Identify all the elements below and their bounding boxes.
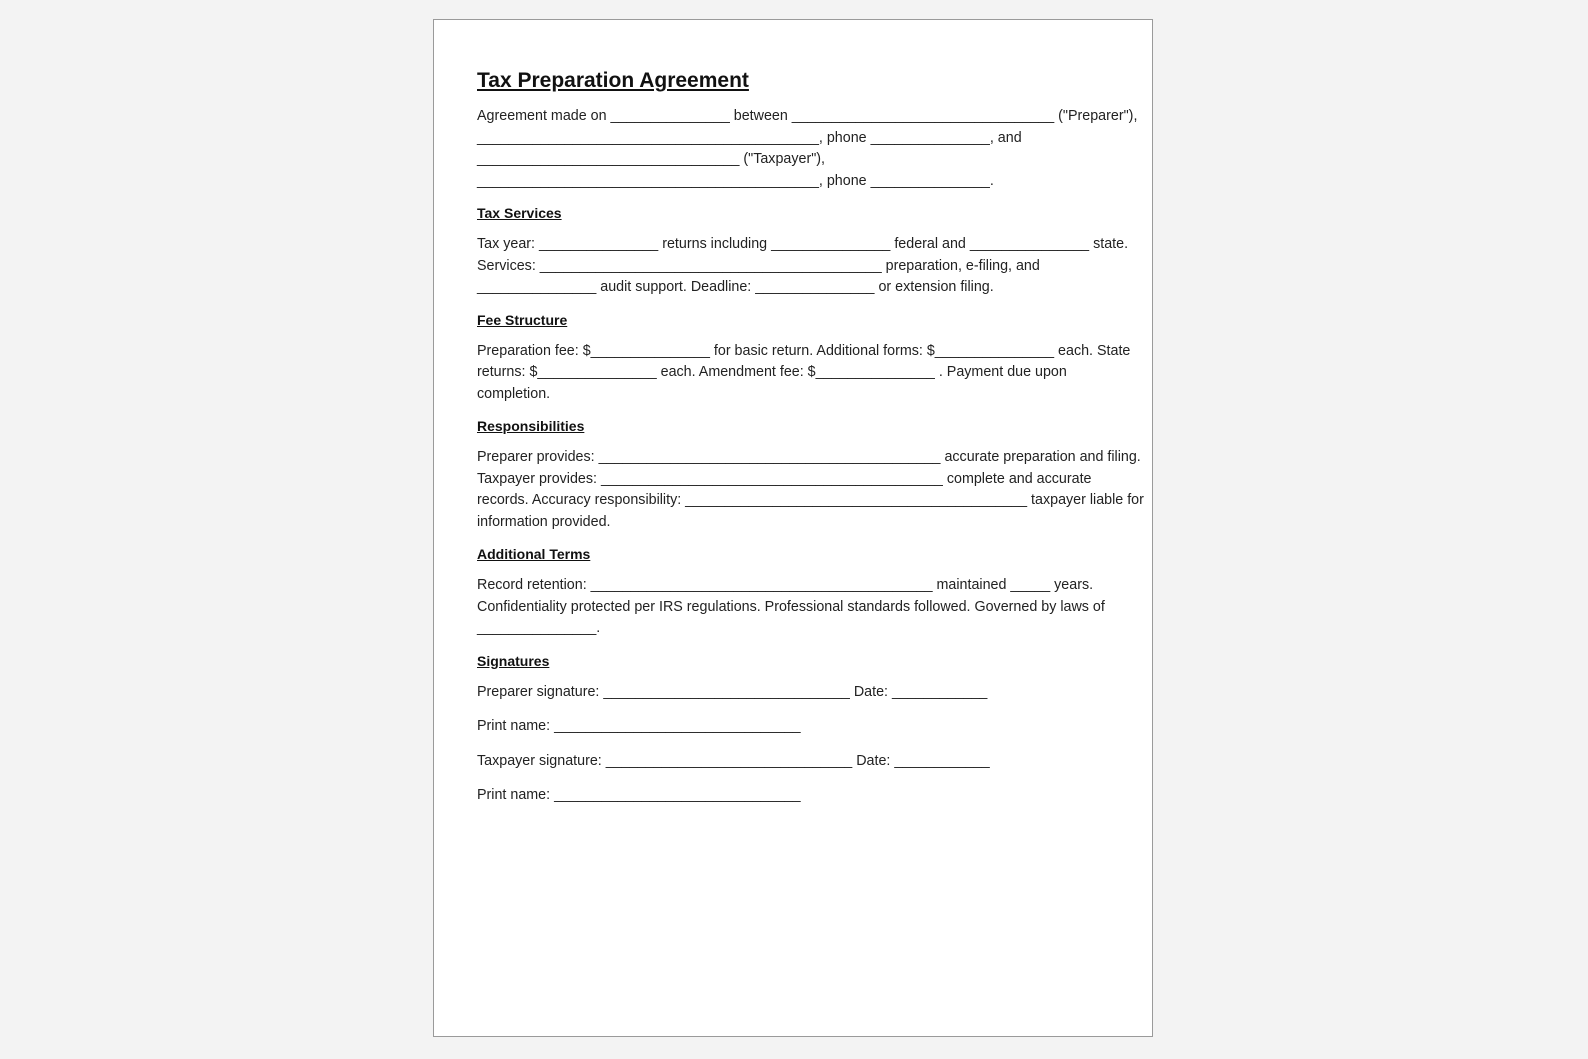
additional-terms-paragraph [477,575,1122,640]
taxpayer-signature-line: Taxpayer signature: _______________________________ Date: ____________ [477,752,990,769]
intro-line: _________________________________ ("Taxpayer"), [477,151,826,167]
paragraph-line: information provided. [477,513,611,530]
preparer-signature-line: Preparer signature: _______________________________ Date: ____________ [477,683,988,700]
paragraph-line: Preparer provides: ___________________________________________ accurate preparation and filing. [477,449,1141,465]
section-heading-tax-services: Tax Services [477,205,562,221]
paragraph-line: Services: ___________________________________________ preparation, e-filing, and [477,257,1040,274]
paragraph-line: Preparation fee: $_______________ for basic return. Additional forms: $_______________ each. State [477,342,1131,359]
intro-line: ___________________________________________, phone _______________. [477,172,994,189]
document-body [477,66,1144,820]
intro-paragraph [477,106,1138,192]
paragraph-line: returns: $_______________ each. Amendment fee: $_______________ . Payment due upon [477,364,1067,380]
responsibilities-paragraph [477,447,1144,533]
paragraph-line: Record retention: ___________________________________________ maintained _____ years. [477,577,1094,593]
paragraph-line: completion. [477,385,551,402]
intro-line: ___________________________________________, phone _______________, and [477,129,1022,146]
paragraph-line: records. Accuracy responsibility: ___________________________________________ taxpayer liable for [477,492,1144,508]
tax-services-paragraph [477,234,1129,299]
intro-line: Agreement made on _______________ between _________________________________ ("Preparer"), [477,108,1138,124]
preparer-print-name-line: Print name: _______________________________ [477,718,801,734]
section-heading-additional-terms: Additional Terms [477,546,591,562]
taxpayer-print-name-line: Print name: _______________________________ [477,787,801,803]
fee-structure-paragraph [477,341,1131,406]
document-page [433,19,1153,1037]
paragraph-line: Confidentiality protected per IRS regulations. Professional standards followed. Governed by laws of [477,598,1105,615]
paragraph-line: Tax year: _______________ returns including _______________ federal and _______________ state. [477,236,1129,252]
section-heading-signatures: Signatures [477,652,550,669]
document-title: Tax Preparation Agreement [477,69,749,92]
signature-block [477,682,1122,807]
paragraph-line: Taxpayer provides: ___________________________________________ complete and accurate [477,470,1092,487]
section-heading-responsibilities: Responsibilities [477,418,585,434]
section-heading-fee-structure: Fee Structure [477,311,568,328]
paragraph-line: _______________. [477,620,601,636]
paragraph-line: _______________ audit support. Deadline: _______________ or extension filing. [477,279,994,295]
